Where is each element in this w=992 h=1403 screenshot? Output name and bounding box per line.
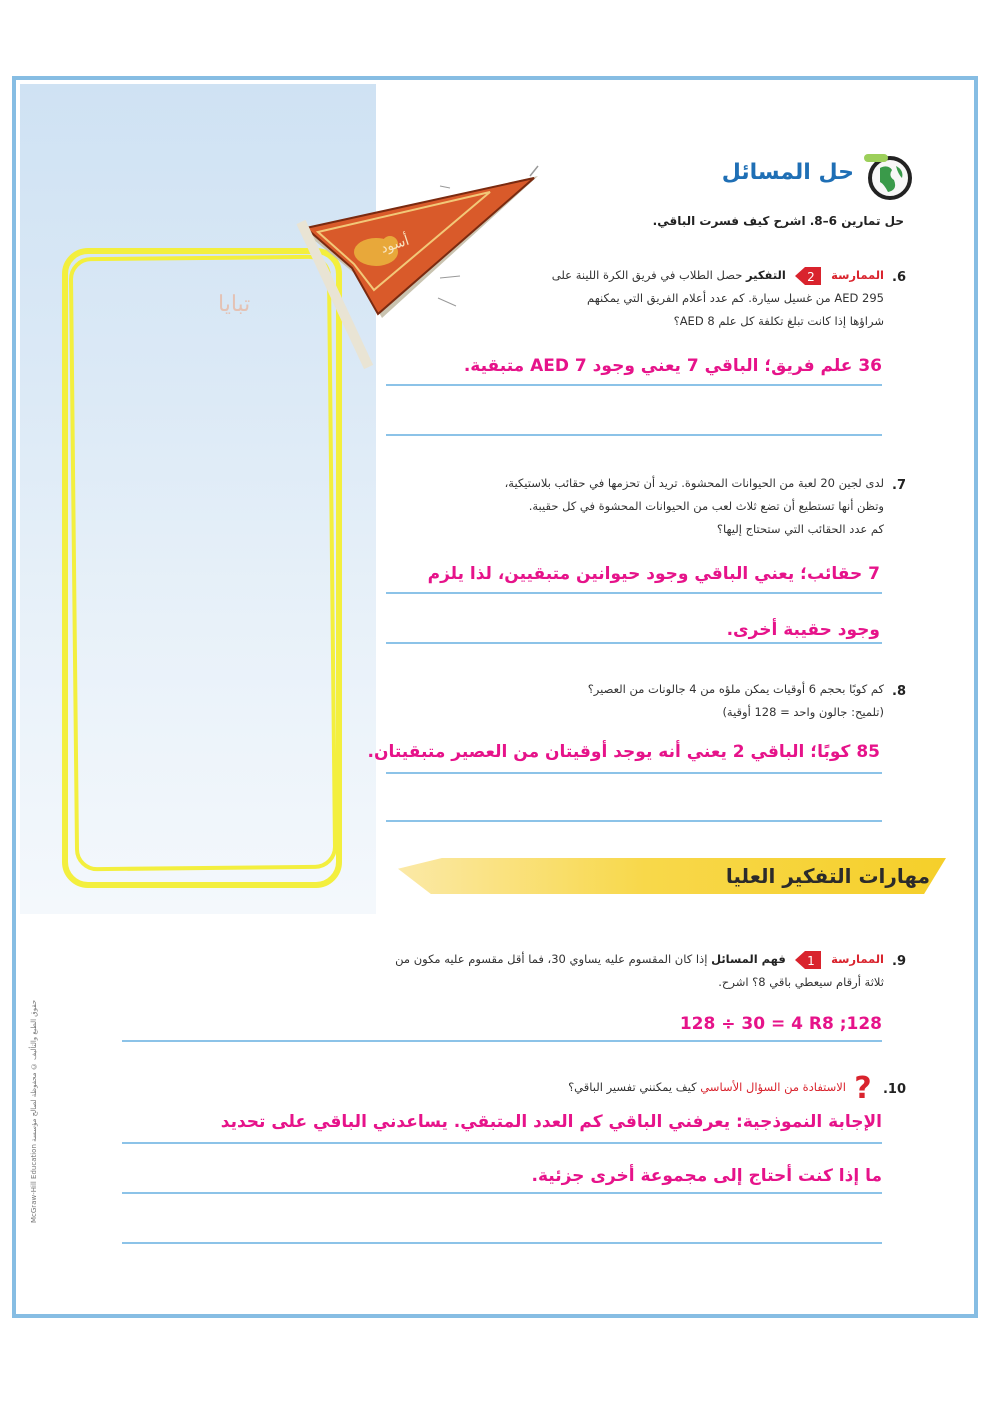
problem-6-line-2: 295 AED من غسيل سيارة. كم عدد أعلام الفريق التي يمكنهم [587, 291, 884, 305]
problem-9-answer: 128 ÷ 30 = 4 R8 ;128 [679, 1014, 882, 1034]
problem-6-number: 6. [892, 270, 906, 285]
problem-7-text [374, 472, 884, 541]
practice-badge-arrow-icon [793, 950, 823, 970]
problem-7-line-3: كم عدد الحقائب التي ستحتاج إليها؟ [716, 522, 884, 536]
problem-7-line-2: وتظن أنها تستطيع أن تضع ثلاث لعب من الحيوانات المحشوة في كل حقيبة. [528, 499, 884, 513]
problem-8-text [384, 678, 884, 724]
svg-text:1: 1 [807, 953, 816, 968]
answer-rule [122, 1242, 882, 1244]
svg-text:2: 2 [807, 269, 816, 284]
problem-8-line-2: (تلميح: جالون واحد = 128 أوقية) [722, 705, 884, 719]
svg-text:?: ? [854, 1071, 872, 1102]
answer-rule [386, 434, 882, 436]
problem-6-line-1: حصل الطلاب في فريق الكرة اللينة على [551, 268, 743, 282]
answer-rule [386, 820, 882, 822]
problem-7-number: 7. [892, 478, 906, 493]
answer-rule [386, 772, 882, 774]
skill-label: التفكير [746, 268, 786, 282]
problem-6-text [344, 264, 884, 333]
problem-7-answer-line-2: وجود حقيبة أخرى. [726, 620, 880, 640]
problem-8-number: 8. [892, 684, 906, 699]
problem-6-line-3: شراؤها إذا كانت تبلغ تكلفة كل علم 8 AED؟ [673, 314, 884, 328]
hots-banner-title: مهارات التفكير العليا [725, 864, 930, 888]
practice-badge-arrow-icon [793, 266, 823, 286]
problem-9-line-2: ثلاثة أرقام سيعطي باقي 8؟ اشرح. [718, 975, 884, 989]
problem-7-answer-line-1: 7 حقائب؛ يعني الباقي وجود حيوانين متبقيين، لذا يلزم [427, 564, 880, 584]
practice-tag: الممارسة [831, 952, 884, 966]
answer-rule [122, 1040, 882, 1042]
copyright-side-note: حقوق الطبع والتأليف © محفوظة لصالح مؤسسة McGraw-Hill Education [30, 1000, 38, 1224]
skill-label: فهم المسائل [711, 952, 786, 966]
problem-9-text [294, 948, 884, 994]
essential-question-icon [848, 1070, 878, 1102]
problem-10-text [346, 1076, 846, 1099]
problem-7-line-1: لدى لجين 20 لعبة من الحيوانات المحشوة. تريد أن تحزمها في حقائب بلاستيكية، [504, 476, 884, 490]
answer-rule [122, 1142, 882, 1144]
globe-icon [858, 150, 920, 202]
pennant-text: أسود [378, 232, 412, 257]
answer-rule [386, 592, 882, 594]
problem-10-answer-line-1: الإجابة النموذجية: يعرفني الباقي كم العدد المتبقي. يساعدني الباقي على تحديد [220, 1112, 882, 1132]
problem-9-line-1: إذا كان المقسوم عليه يساوي 30، فما أقل مقسوم عليه مكون من [395, 952, 708, 966]
problem-10-line-1: كيف يمكنني تفسير الباقي؟ [568, 1080, 697, 1094]
problem-9-number: 9. [892, 954, 906, 969]
answer-rule [122, 1192, 882, 1194]
problem-10-answer-line-2: ما إذا كنت أحتاج إلى مجموعة أخرى جزئية. [531, 1166, 882, 1186]
problem-6-answer: 36 علم فريق؛ الباقي 7 يعني وجود 7 AED متبقية. [463, 356, 882, 376]
section-instruction: حل تمارين 6–8. اشرح كيف فسرت الباقي. [652, 214, 904, 228]
problem-10-number: 10. [882, 1082, 906, 1097]
answer-rule [386, 642, 882, 644]
practice-tag: الممارسة [831, 268, 884, 282]
faint-handwritten-label: تبايا [218, 292, 251, 317]
skill-label: الاستفادة من السؤال الأساسي [700, 1080, 846, 1094]
problem-8-answer: 85 كوبًا؛ الباقي 2 يعني أنه يوجد أوقيتان من العصير متبقيتان. [367, 742, 880, 762]
section-title: حل المسائل [721, 160, 854, 185]
problem-8-line-1: كم كوبًا بحجم 6 أوقيات يمكن ملؤه من 4 جالونات من العصير؟ [587, 682, 884, 696]
answer-rule [386, 384, 882, 386]
